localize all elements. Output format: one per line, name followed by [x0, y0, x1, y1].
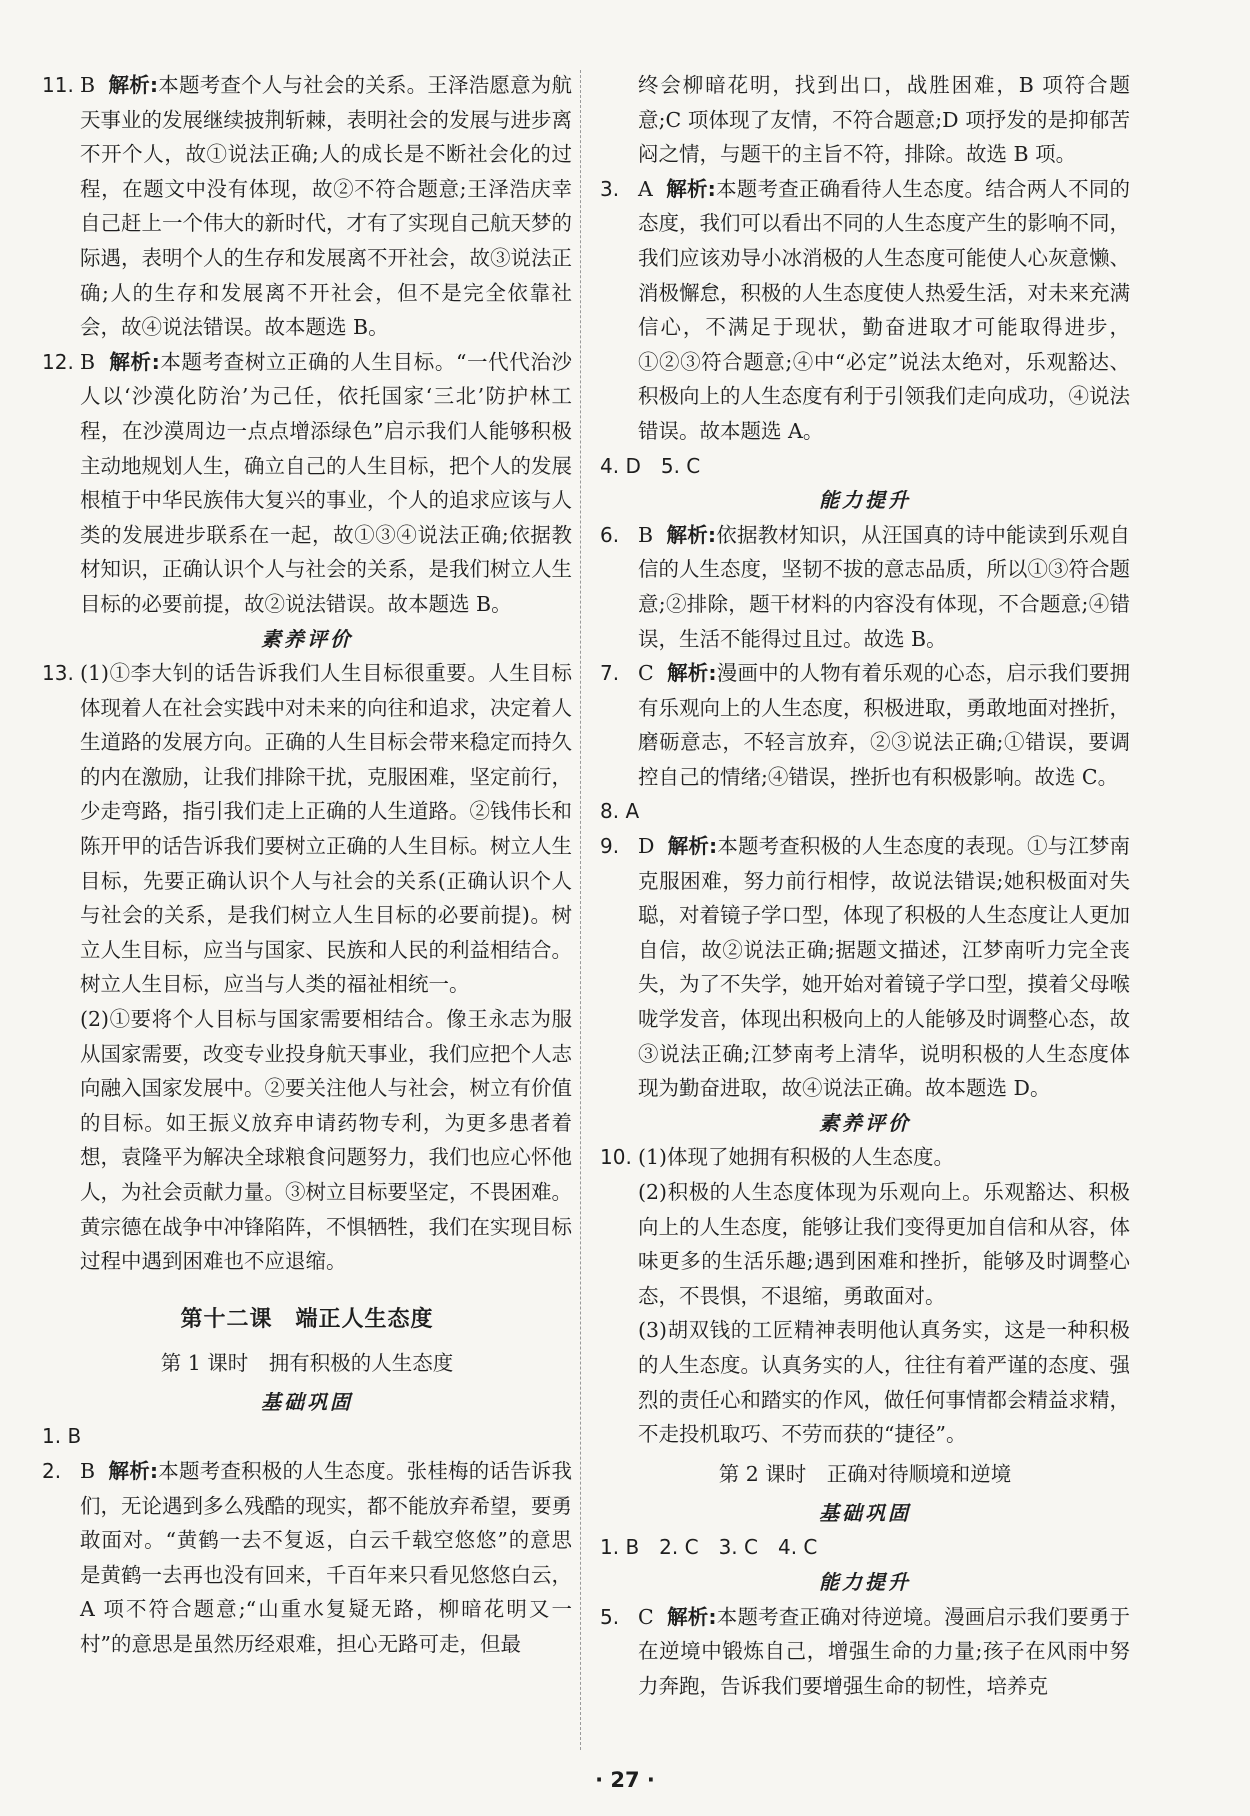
analysis-text: 本题考查正确对待逆境。漫画启示我们要勇于在逆境中锻炼自己，增强生命的力量;孩子在风雨中努力奔跑，告诉我们要增强生命的韧性，培养克 [638, 1604, 1130, 1698]
analysis-label: 解析: [667, 1604, 717, 1629]
answer-part-2: (2)①要将个人目标与国家需要相结合。像王永志为服从国家需要，改变专业投身航天事业，我们应把个人志向融入国家发展中。②要关注他人与社会，树立有价值的目标。如王振义放弃申请药物专利，为更多患者着想，袁隆平为解决全球粮食问题努力，我们也应心怀他人，为社会贡献力量。③树立目标要坚定，不畏困难。黄宗德在战争中冲锋陷阵，不惧牺牲，我们在实现目标过程中遇到困难也不应退缩。 [80, 1007, 572, 1274]
answer-letter: B [638, 522, 654, 547]
analysis-label: 解析: [667, 834, 718, 859]
answer-item-9 [600, 829, 1130, 1106]
answer-item-2 [42, 1454, 572, 1662]
answer-letter: A [638, 176, 653, 201]
item-number: 7. [600, 661, 620, 686]
period-title-2: 第 2 课时 正确对待顺境和逆境 [718, 1461, 1012, 1486]
answer-letter: D [638, 834, 655, 859]
left-column [42, 68, 572, 1662]
analysis-label: 解析: [666, 522, 717, 547]
answer-item-10 [600, 1140, 1130, 1451]
section-heading-suyang: 素养评价 [819, 1110, 911, 1135]
column-divider [580, 70, 581, 1750]
section-heading-nengli: 能力提升 [819, 488, 911, 513]
analysis-text: 本题考查树立正确的人生目标。“一代代治沙人以‘沙漠化防治’为己任，依托国家‘三北’防护林工程，在沙漠周边一点点增添绿色”启示我们人能够积极主动地规划人生，确立自己的人生目标，把个人的发展根植于中华民族伟大复兴的事业，个人的追求应该与人类的发展进步联系在一起，故①③④说法正确;依据教材知识，正确认识个人与社会的关系，是我们树立人生目标的必要前提，故②说法错误。故本题选 B。 [80, 349, 572, 616]
item-number: 12. [42, 349, 74, 374]
period-title-1: 第 1 课时 拥有积极的人生态度 [160, 1350, 454, 1375]
answer-item-12 [42, 345, 572, 622]
item-number: 5. [600, 1604, 620, 1629]
analysis-text: 本题考查积极的人生态度的表现。①与江梦南克服困难，努力前行相悖，故说法错误;她积极面对失聪，对着镜子学口型，体现了积极的人生态度让人更加自信，故②说法正确;据题文描述，江梦南听力完全丧失，为了不失学，她开始对着镜子学口型，摸着父母喉咙学发音，体现出积极向上的人能够及时调整心态，故③说法正确;江梦南考上清华，说明积极的人生态度体现为勤奋进取，故④说法正确。故本题选 D。 [638, 834, 1130, 1101]
answer-item-13 [42, 656, 572, 1279]
lesson-title: 第十二课 端正人生态度 [180, 1305, 434, 1332]
answer-items-1-4: 1. B 2. C 3. C 4. C [600, 1535, 818, 1560]
analysis-text: 本题考查个人与社会的关系。王泽浩愿意为航天事业的发展继续披荆斩棘，表明社会的发展与进步离不开个人，故①说法正确;人的成长是不断社会化的过程，在题文中没有体现，故②不符合题意;王泽浩庆幸自己赶上一个伟大的新时代，才有了实现自己航天梦的际遇，表明个人的生存和发展离不开社会，故③说法正确;人的生存和发展离不开社会，但不是完全依靠社会，故④说法错误。故本题选 B。 [80, 73, 573, 340]
answer-letter: B [80, 349, 96, 374]
analysis-label: 解析: [109, 349, 160, 374]
analysis-text: 本题考查正确看待人生态度。结合两人不同的态度，我们可以看出不同的人生态度产生的影响不同，我们应该劝导小冰消极的人生态度可能使人心灰意懒、消极懈怠，积极的人生态度使人热爱生活，对未来充满信心，不满足于现状，勤奋进取才可能取得进步，①②③符合题意;④中“必定”说法太绝对，乐观豁达、积极向上的人生态度有利于引领我们走向成功，④说法错误。故本题选 A。 [638, 176, 1130, 443]
answer-item-5 [600, 1600, 1130, 1704]
answer-items-4-5: 4. D 5. C [600, 453, 701, 478]
item-number: 3. [600, 176, 620, 201]
answer-letter: C [638, 1604, 654, 1629]
answer-part-1: (1)①李大钊的话告诉我们人生目标很重要。人生目标体现着人在社会实践中对未来的向往和追求，决定着人生道路的发展方向。正确的人生目标会带来稳定而持久的内在激励，让我们排除干扰，克服困难，坚定前行，少走弯路，指引我们走上正确的人生道路。②钱伟长和陈开甲的话告诉我们要树立正确的人生目标。树立人生目标，先要正确认识个人与社会的关系(正确认识个人与社会的关系，是我们树立人生目标的必要前提)。树立人生目标，应当与国家、民族和人民的利益相结合。树立人生目标，应当与人类的福祉相统一。 [80, 661, 572, 997]
answer-item-7 [600, 656, 1130, 794]
answer-part-1: (1)体现了她拥有积极的人生态度。 [638, 1145, 955, 1170]
answer-item-11 [42, 68, 572, 345]
item-number: 13. [42, 661, 74, 686]
answer-part-2: (2)积极的人生态度体现为乐观向上。乐观豁达、积极向上的人生态度，能够让我们变得更加自信和从容，体味更多的生活乐趣;遇到困难和挫折，能够及时调整心态，不畏惧，不退缩，勇敢面对。 [638, 1180, 1130, 1308]
answer-item-1: 1. B [42, 1424, 82, 1449]
item-number: 9. [600, 834, 620, 859]
section-heading-nengli: 能力提升 [819, 1569, 911, 1594]
answer-letter: C [638, 661, 654, 686]
analysis-text: 依据教材知识，从汪国真的诗中能读到乐观自信的人生态度，坚韧不拔的意志品质，所以①③符合题意;②排除，题干材料的内容没有体现，不合题意;④错误，生活不能得过且过。故选 B。 [638, 522, 1131, 651]
answer-letter: B [80, 73, 96, 97]
analysis-text: 漫画中的人物有着乐观的心态，启示我们要拥有乐观向上的人生态度，积极进取，勇敢地面对挫折，磨砺意志，不轻言放弃，②③说法正确;①错误，要调控自己的情绪;④错误，挫折也有积极影响。故选 C。 [638, 661, 1130, 789]
answer-item-8: 8. A [600, 799, 640, 824]
item-number: 6. [600, 522, 620, 547]
analysis-label: 解析: [666, 176, 716, 201]
analysis-label: 解析: [667, 661, 717, 686]
item-number: 11. [42, 73, 74, 97]
answer-item-2-continued [600, 68, 1130, 172]
answer-part-3: (3)胡双钱的工匠精神表明他认真务实，这是一种积极的人生态度。认真务实的人，往往有着严谨的态度、强烈的责任心和踏实的作风，做任何事情都会精益求精，不走投机取巧、不劳而获的“捷径”。 [638, 1318, 1130, 1447]
answer-item-6 [600, 518, 1130, 656]
answer-letter: B [80, 1458, 96, 1483]
section-heading-suyang: 素养评价 [261, 626, 353, 651]
section-heading-jichu: 基础巩固 [819, 1500, 911, 1525]
analysis-text: 终会柳暗花明，找到出口，战胜困难，B 项符合题意;C 项体现了友情，不符合题意;D 项抒发的是抑郁苦闷之情，与题干的主旨不符，排除。故选 B 项。 [638, 73, 1130, 167]
analysis-text: 本题考查积极的人生态度。张桂梅的话告诉我们，无论遇到多么残酷的现实，都不能放弃希望，要勇敢面对。“黄鹤一去不复返，白云千载空悠悠”的意思是黄鹤一去再也没有回来，千百年来只看见悠悠白云，A 项不符合题意;“山重水复疑无路，柳暗花明又一村”的意思是虽然历经艰难，担心无路可走，但最 [80, 1458, 573, 1656]
analysis-label: 解析: [108, 73, 159, 97]
answer-item-3 [600, 172, 1130, 449]
item-number: 2. [42, 1458, 62, 1483]
item-number: 10. [600, 1145, 632, 1170]
page-number: · 27 · [595, 1768, 655, 1792]
right-column [600, 68, 1130, 1703]
analysis-label: 解析: [108, 1458, 159, 1483]
section-heading-jichu: 基础巩固 [261, 1389, 353, 1414]
